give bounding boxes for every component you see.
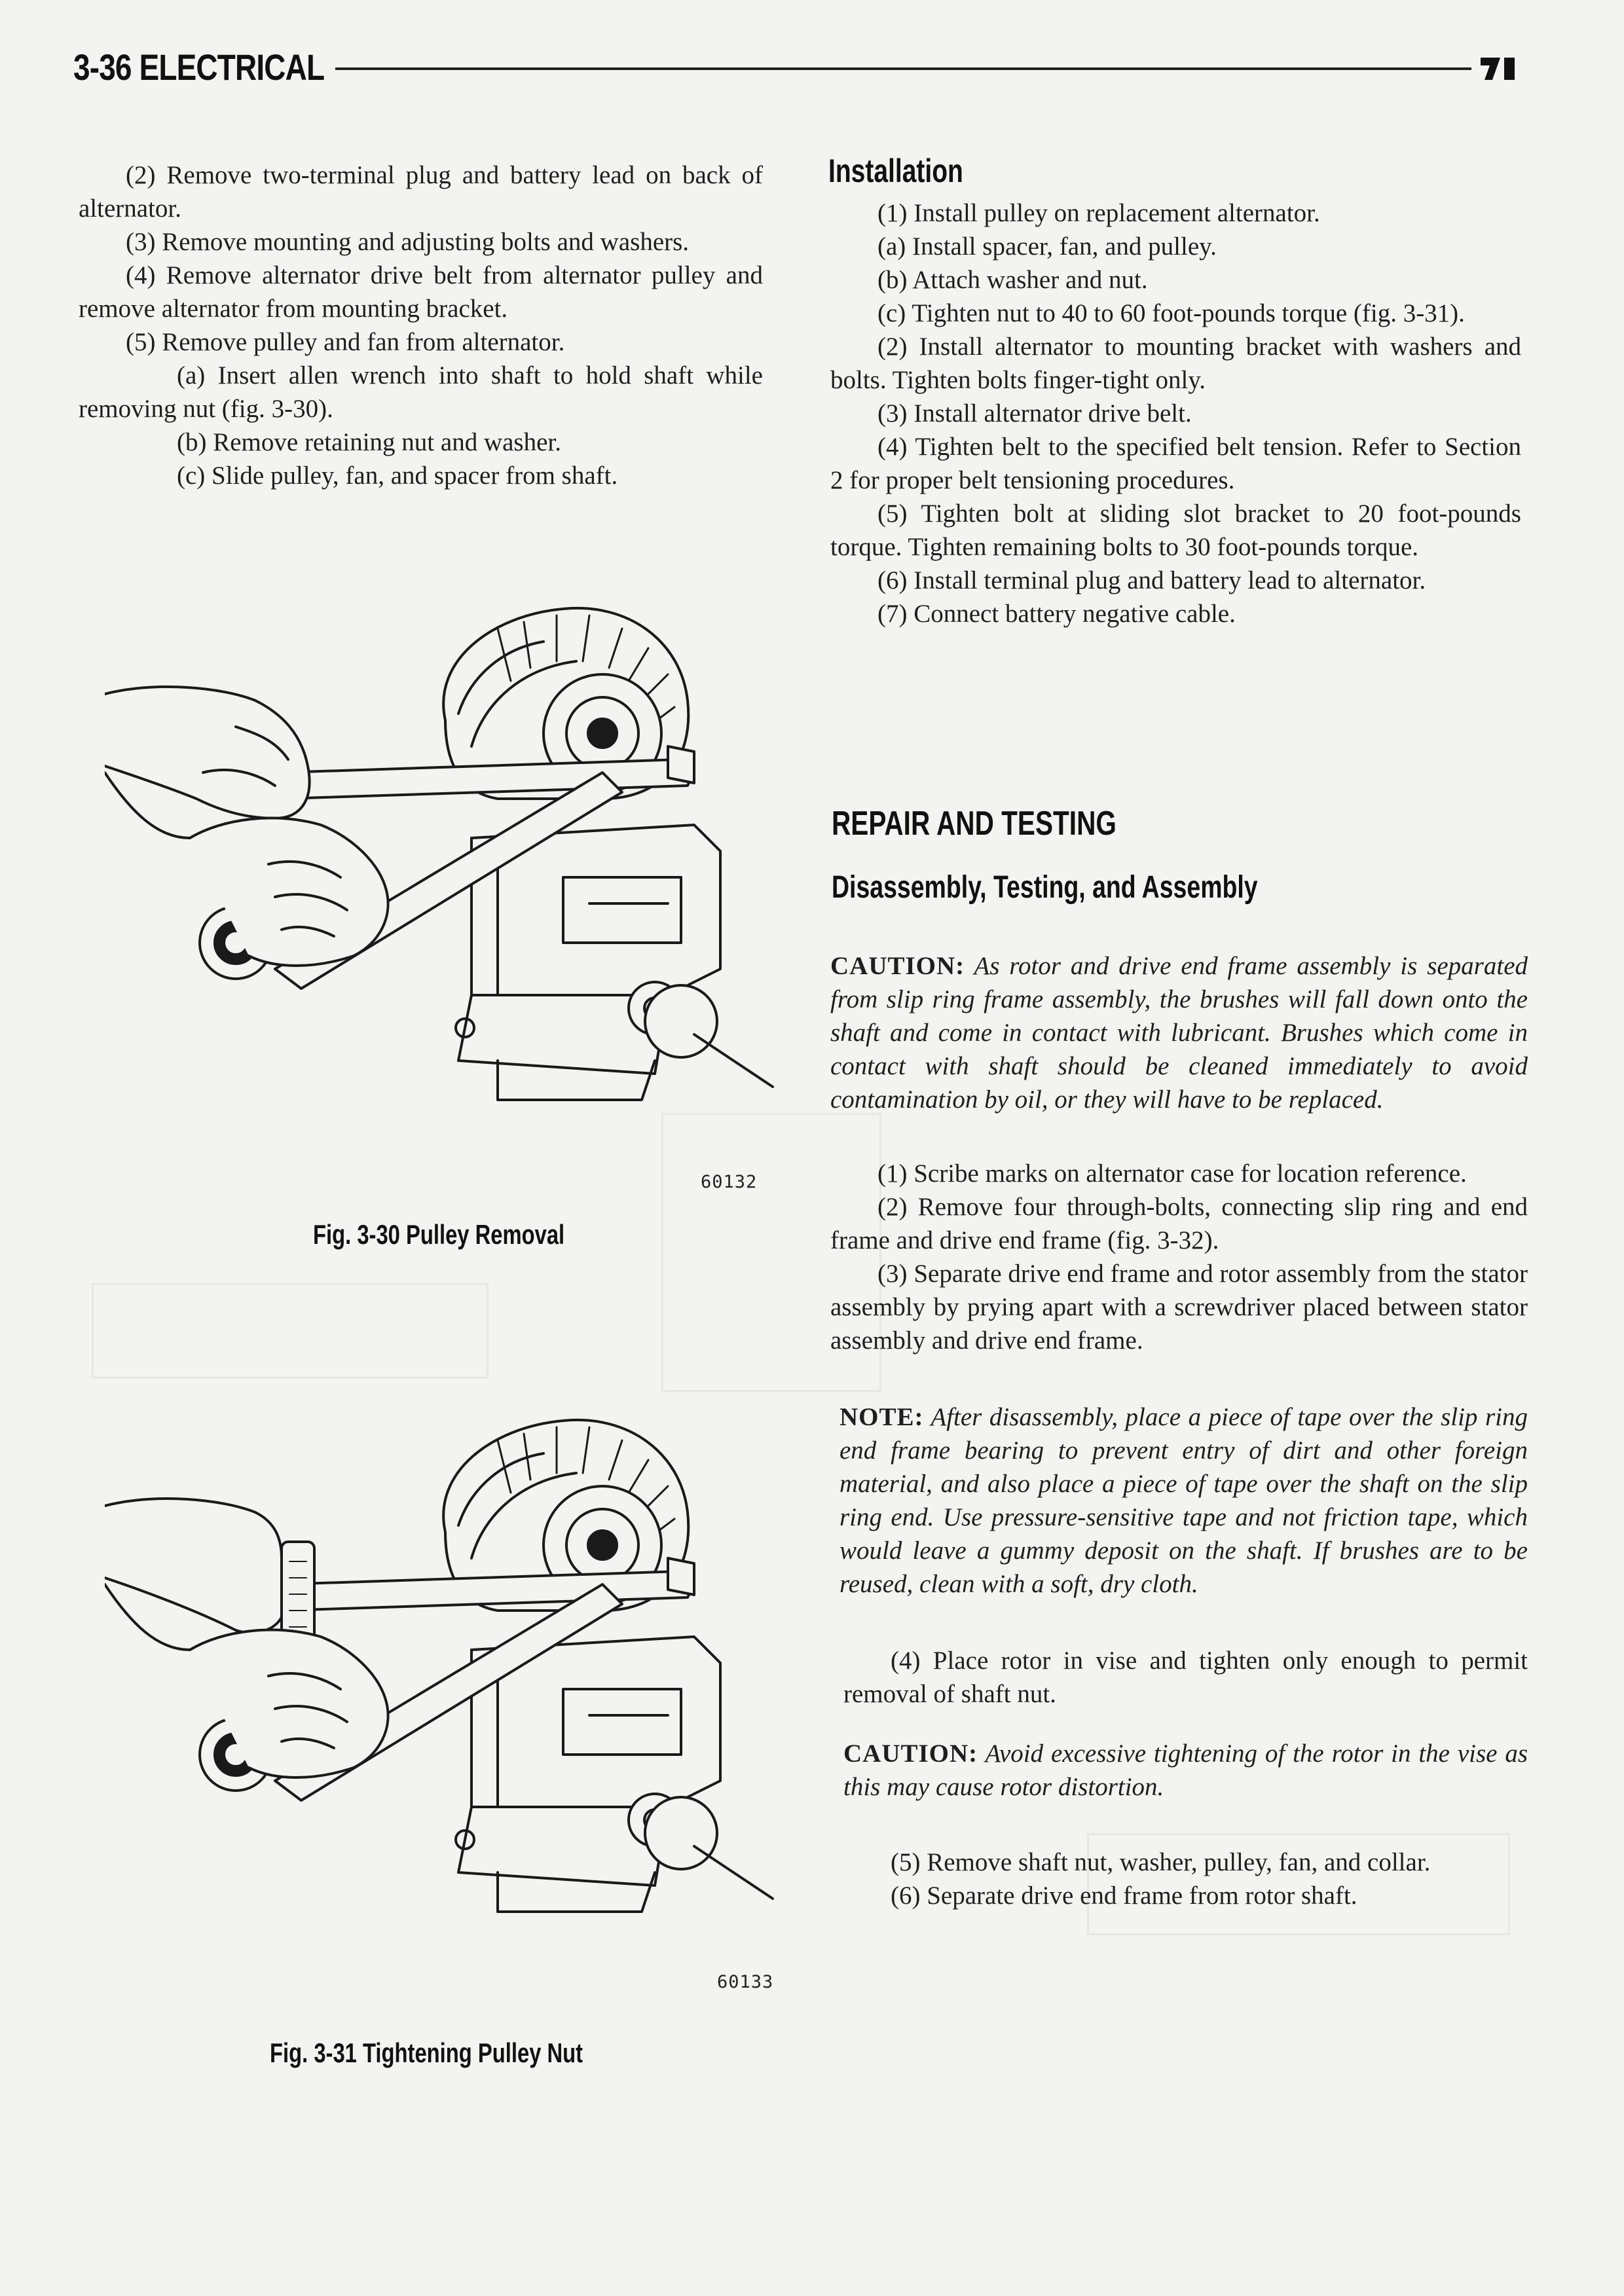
note-block xyxy=(830,1400,1528,1601)
note-label: NOTE: xyxy=(840,1403,924,1431)
paragraph: (3) Install alternator drive belt. xyxy=(877,399,1192,428)
paragraph: (1) Scribe marks on alternator case for location reference. xyxy=(877,1159,1467,1188)
paragraph: (5) Remove pulley and fan from alternator. xyxy=(126,328,565,356)
paragraph: (5) Tighten bolt at sliding slot bracket to 20 foot-pounds torque. Tighten remaining bolts to 30 foot-pounds torque. xyxy=(830,500,1521,561)
paragraph: (2) Install alternator to mounting bracket with washers and bolts. Tighten bolts finger-tight only. xyxy=(830,333,1521,394)
paragraph: (6) Separate drive end frame from rotor shaft. xyxy=(891,1882,1357,1910)
figure-number: 60133 xyxy=(717,1972,774,1992)
note-text: After disassembly, place a piece of tape over the slip ring end frame bearing to prevent entry of dirt and other foreign material, and also place a piece of tape over the shaft on the slip ring end. Use pressure-sensitive tape and not friction tape, which would leave a gummy deposit on the shaft. If brushes are to be reused, clean with a soft, dry cloth. xyxy=(840,1403,1528,1598)
subsection-heading-disassembly: Disassembly, Testing, and Assembly xyxy=(832,870,1258,905)
paragraph: (4) Remove alternator drive belt from alternator pulley and remove alternator from mounting bracket. xyxy=(79,261,763,323)
repair-text xyxy=(830,949,1528,1912)
paragraph: (b) Remove retaining nut and washer. xyxy=(177,428,561,456)
caution-block xyxy=(830,1737,1528,1804)
paragraph: (4) Tighten belt to the specified belt tension. Refer to Section 2 for proper belt tensioning procedures. xyxy=(830,433,1521,494)
figure-tightening-pulley-nut xyxy=(105,1414,786,1938)
installation-heading: Installation xyxy=(828,153,963,189)
caution-label: CAUTION: xyxy=(830,952,965,980)
paragraph: (3) Separate drive end frame and rotor assembly from the stator assembly by prying apart with a screwdriver placed between stator assembly and drive end frame. xyxy=(830,1260,1528,1355)
paragraph: (a) Install spacer, fan, and pulley. xyxy=(877,232,1217,261)
paragraph: (4) Place rotor in vise and tighten only enough to permit removal of shaft nut. xyxy=(843,1647,1528,1708)
publisher-logo-icon xyxy=(1481,55,1517,80)
figure-pulley-removal xyxy=(105,602,786,1126)
left-column-text xyxy=(79,158,763,492)
figure-caption: Fig. 3-30 Pulley Removal xyxy=(313,1219,565,1250)
paragraph: (3) Remove mounting and adjusting bolts and washers. xyxy=(126,228,690,256)
paragraph: (1) Install pulley on replacement alternator. xyxy=(877,199,1320,227)
paragraph: (6) Install terminal plug and battery lead to alternator. xyxy=(877,566,1426,594)
page-title: 3-36 ELECTRICAL xyxy=(73,46,325,88)
section-heading-repair: REPAIR AND TESTING xyxy=(832,805,1116,843)
paragraph: (7) Connect battery negative cable. xyxy=(877,600,1236,628)
figure-caption: Fig. 3-31 Tightening Pulley Nut xyxy=(270,2037,583,2068)
bleed-through-box xyxy=(92,1283,489,1379)
paragraph: (5) Remove shaft nut, washer, pulley, fan, and collar. xyxy=(891,1848,1431,1876)
paragraph: (2) Remove four through-bolts, connecting slip ring and end frame and drive end frame (fig. 3-32). xyxy=(830,1193,1528,1254)
page-header xyxy=(73,45,1517,90)
caution-block xyxy=(830,949,1528,1116)
paragraph: (2) Remove two-terminal plug and battery lead on back of alternator. xyxy=(79,161,763,223)
header-rule xyxy=(335,67,1471,70)
caution-label: CAUTION: xyxy=(843,1740,978,1768)
caution-text: Avoid excessive tightening of the rotor in the vise as this may cause rotor distortion. xyxy=(843,1740,1528,1801)
caution-text: As rotor and drive end frame assembly is separated from slip ring frame assembly, the brushes will fall down onto the shaft and come in contact with lubricant. Brushes which come in contact with shaft should be cleaned immediately to avoid contamination by oil, or they will have to be replaced. xyxy=(830,952,1528,1114)
installation-text xyxy=(830,196,1521,630)
paragraph: (c) Slide pulley, fan, and spacer from shaft. xyxy=(177,462,618,490)
paragraph: (a) Insert allen wrench into shaft to hold shaft while removing nut (fig. 3-30). xyxy=(79,361,763,423)
paragraph: (b) Attach washer and nut. xyxy=(877,266,1148,294)
figure-number: 60132 xyxy=(701,1172,758,1192)
paragraph: (c) Tighten nut to 40 to 60 foot-pounds torque (fig. 3-31). xyxy=(877,299,1465,327)
